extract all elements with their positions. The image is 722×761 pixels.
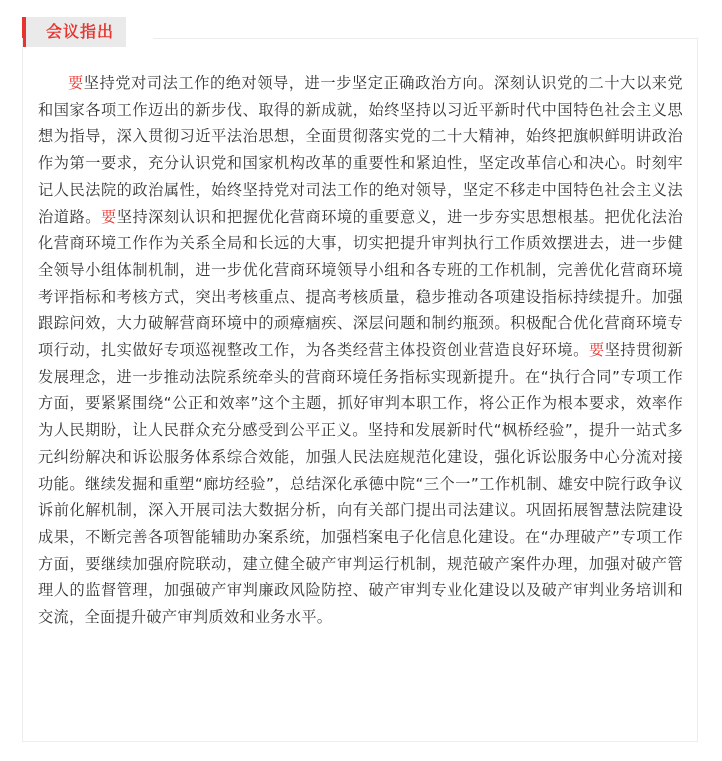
body-paragraph xyxy=(38,70,683,631)
panel-top-border xyxy=(153,38,697,39)
key-point-text: 坚持贯彻新发展理念，进一步推动法院系统牵头的营商环境任务指标实现新提升。在“执行合同”专项工作方面，要紧紧围绕“公正和效率”这个主题，抓好审判本职工作，将公正作为根本要求，效率作为人民期盼，让人民群众充分感受到公平正义。坚持和发展新时代“枫桥经验”，提升一站式多元纠纷解决和诉讼服务体系综合效能，加强人民法庭规范化建设，强化诉讼服务中心分流对接功能。继续发掘和重塑“廊坊经验”，总结深化承德中院“三个一”工作机制、雄安中院行政争议诉前化解机制，深入开展司法大数据分析，向有关部门提出司法建议。巩固拓展智慧法院建设成果，不断完善各项智能辅助办案系统，加强档案电子化信息化建设。在“办理破产”专项工作方面，要继续加强府院联动，建立健全破产审判运行机制，规范破产案件办理，加强对破产管理人的监督管理，加强破产审判廉政风险防控、破产审判专业化建设以及破产审判业务培训和交流，全面提升破产审判质效和业务水平。 xyxy=(38,341,683,627)
key-point-marker: 要 xyxy=(588,341,605,360)
key-point-text: 坚持党对司法工作的绝对领导，进一步坚定正确政治方向。深刻认识党的二十大以来党和国家各项工作迈出的新步伐、取得的新成就，始终坚持以习近平新时代中国特色社会主义思想为指导，深入贯彻习近平法治思想，全面贯彻落实党的二十大精神，始终把旗帜鲜明讲政治作为第一要求，充分认识党和国家机构改革的重要性和紧迫性，坚定改革信心和决心。时刻牢记人民法院的政治属性，始终坚持党对司法工作的绝对领导，坚定不移走中国特色社会主义法治道路。 xyxy=(38,74,683,226)
key-point-marker: 要 xyxy=(100,207,117,226)
key-point-text: 坚持深刻认识和把握优化营商环境的重要意义，进一步夯实思想根基。把优化法治化营商环境工作作为关系全局和长远的大事，切实把提升审判执行工作质效摆进去，进一步健全领导小组体制机制，进一步优化营商环境领导小组和各专班的工作机制，完善优化营商环境考评指标和考核方式，突出考核重点、提高考核质量，稳步推动各项建设指标持续提升。加强跟踪问效，大力破解营商环境中的顽瘴痼疾、深层问题和制约瓶颈。积极配合优化营商环境专项行动，扎实做好专项巡视整改工作，为各类经营主体投资创业营造良好环境。 xyxy=(38,207,683,360)
section-title: 会议指出 xyxy=(26,17,126,47)
key-point-marker: 要 xyxy=(68,74,84,92)
